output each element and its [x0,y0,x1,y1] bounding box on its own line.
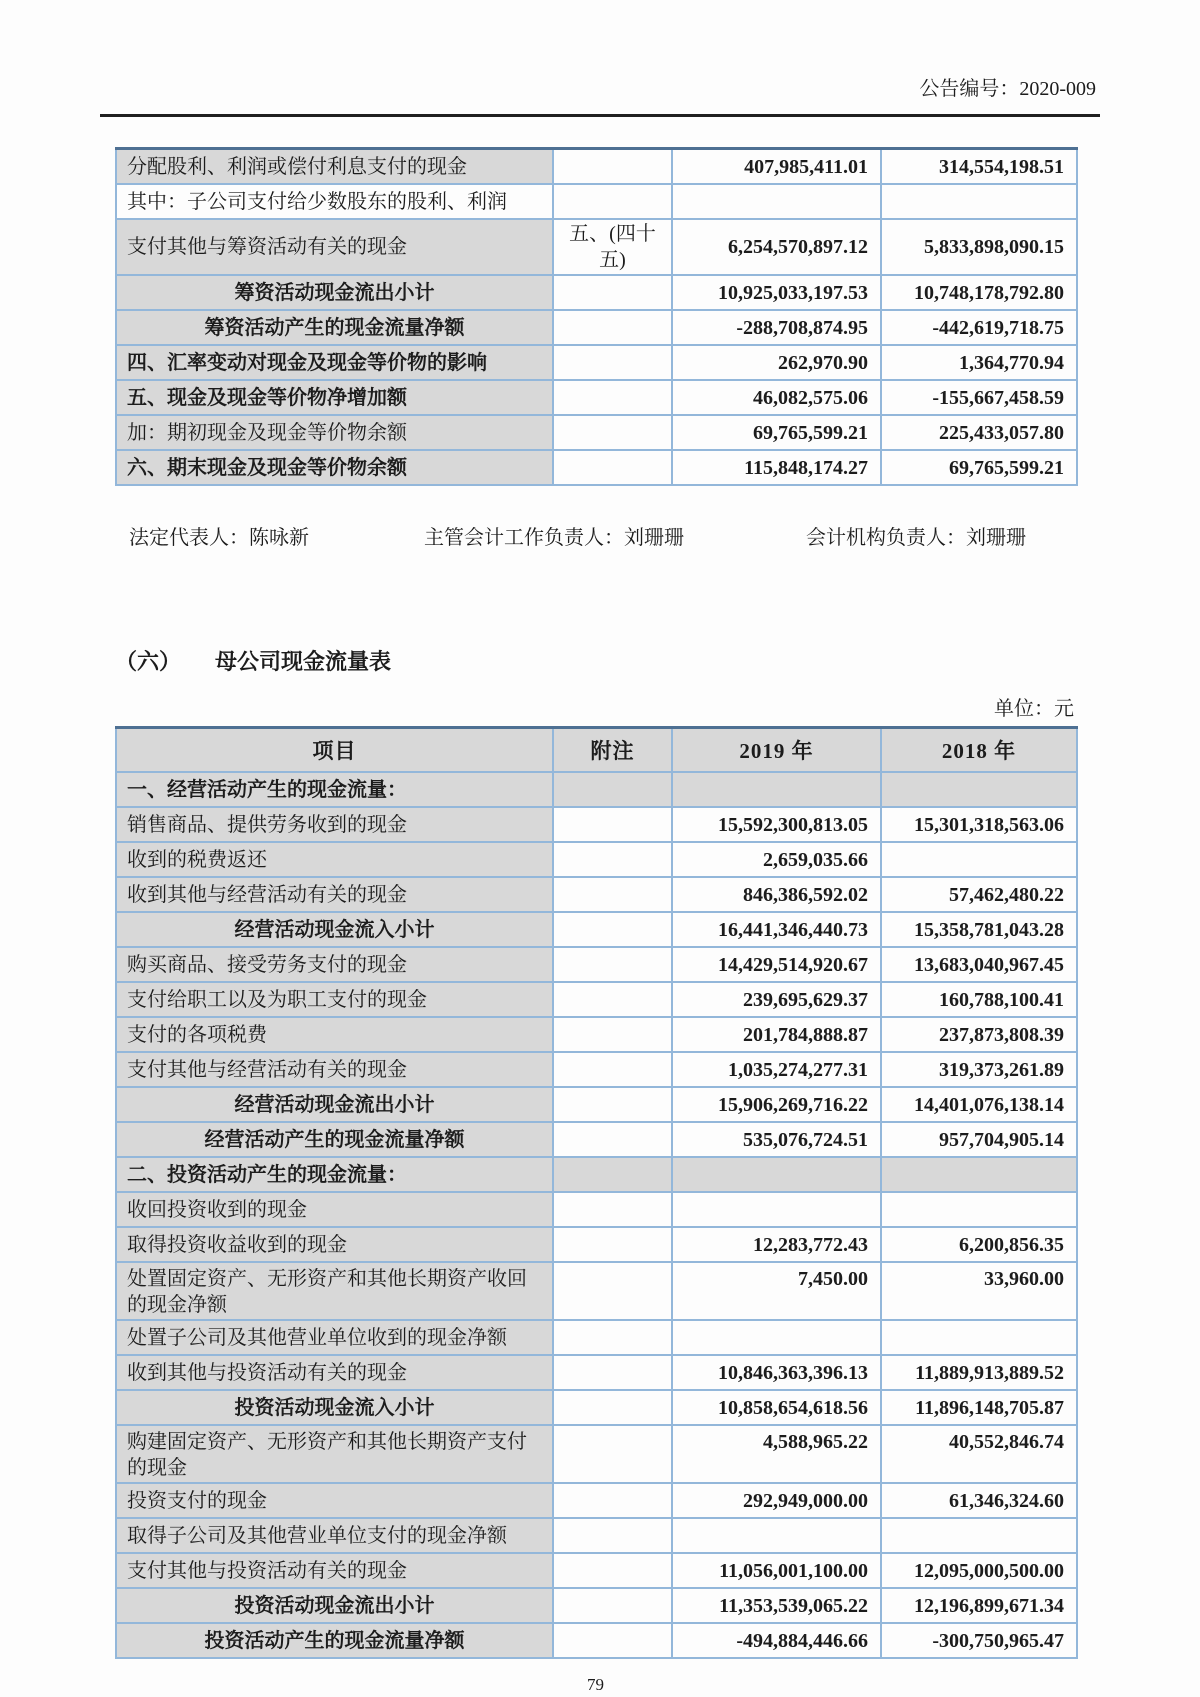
row-value-2019-cell: 4,588,965.22 [672,1425,881,1483]
row-value-2019-cell: 15,906,269,716.22 [672,1087,881,1122]
table-row [116,275,1077,310]
row-value-2019-cell [672,184,881,219]
row-label-cell: 加：期初现金及现金等价物余额 [116,415,553,450]
row-note-cell [553,1425,672,1483]
row-value-2018-cell [881,842,1077,877]
row-value-2018-cell: 12,095,000,500.00 [881,1553,1077,1588]
table-row [116,1087,1077,1122]
row-value-2019-cell: 14,429,514,920.67 [672,947,881,982]
row-label-cell: 支付其他与投资活动有关的现金 [116,1553,553,1588]
row-value-2019-cell: 407,985,411.01 [672,149,881,185]
table-header-row [116,728,1077,773]
page-number: 79 [587,1675,604,1694]
row-label-cell: 购建固定资产、无形资产和其他长期资产支付的现金 [116,1425,553,1483]
row-value-2018-cell: 5,833,898,090.15 [881,219,1077,275]
row-note-cell [553,184,672,219]
row-label-cell: 其中：子公司支付给少数股东的股利、利润 [116,184,553,219]
row-label-cell: 投资活动产生的现金流量净额 [116,1623,553,1658]
row-value-2018-cell: 11,889,913,889.52 [881,1355,1077,1390]
table-row [116,1192,1077,1227]
table-row [116,415,1077,450]
row-note-cell [553,1483,672,1518]
row-value-2018-cell: 957,704,905.14 [881,1122,1077,1157]
table-row [116,1052,1077,1087]
row-value-2018-cell: -300,750,965.47 [881,1623,1077,1658]
row-label-cell: 收到其他与经营活动有关的现金 [116,877,553,912]
row-value-2018-cell [881,772,1077,807]
row-value-2018-cell: 11,896,148,705.87 [881,1390,1077,1425]
table-row [116,842,1077,877]
row-note-cell [553,1588,672,1623]
row-note-cell [553,807,672,842]
table-row [116,1483,1077,1518]
row-label-cell: 经营活动产生的现金流量净额 [116,1122,553,1157]
row-note-cell [553,1052,672,1087]
row-label-cell: 经营活动现金流出小计 [116,1087,553,1122]
row-value-2019-cell [672,1157,881,1192]
row-note-cell [553,1227,672,1262]
row-value-2019-cell: 12,283,772.43 [672,1227,881,1262]
row-note-cell [553,1017,672,1052]
row-note-cell [553,1122,672,1157]
signatory-accounting-head: 会计机构负责人：刘珊珊 [806,527,1026,549]
row-label-cell: 支付的各项税费 [116,1017,553,1052]
row-note-cell [553,1390,672,1425]
doc-number: 公告编号：2020-009 [919,78,1096,100]
table-row [116,1320,1077,1355]
row-label-cell: 投资活动现金流入小计 [116,1390,553,1425]
row-value-2018-cell [881,184,1077,219]
signatory-legal-representative: 法定代表人：陈咏新 [129,527,309,549]
table-row [116,184,1077,219]
row-value-2018-cell: 319,373,261.89 [881,1052,1077,1087]
row-value-2018-cell [881,1157,1077,1192]
table-row [116,149,1077,185]
row-note-cell [553,1355,672,1390]
table-row [116,877,1077,912]
table-row [116,1553,1077,1588]
row-value-2019-cell: 10,925,033,197.53 [672,275,881,310]
row-value-2019-cell: 115,848,174.27 [672,450,881,485]
table-row [116,219,1077,275]
row-value-2018-cell: 237,873,808.39 [881,1017,1077,1052]
row-note-cell [553,1157,672,1192]
row-value-2019-cell: 11,353,539,065.22 [672,1588,881,1623]
row-value-2018-cell: 160,788,100.41 [881,982,1077,1017]
row-note-cell [553,275,672,310]
header-divider [100,114,1100,117]
row-label-cell: 一、经营活动产生的现金流量： [116,772,553,807]
row-label-cell: 六、期末现金及现金等价物余额 [116,450,553,485]
unit-label: 单位：元 [994,698,1074,720]
row-label-cell: 收回投资收到的现金 [116,1192,553,1227]
row-value-2018-cell: 314,554,198.51 [881,149,1077,185]
row-value-2018-cell: 40,552,846.74 [881,1425,1077,1483]
row-value-2019-cell [672,1320,881,1355]
row-label-cell: 四、汇率变动对现金及现金等价物的影响 [116,345,553,380]
row-value-2018-cell: 33,960.00 [881,1262,1077,1320]
table-row [116,1588,1077,1623]
row-label-cell: 收到的税费返还 [116,842,553,877]
row-label-cell: 支付给职工以及为职工支付的现金 [116,982,553,1017]
row-note-cell [553,947,672,982]
row-label-cell: 销售商品、提供劳务收到的现金 [116,807,553,842]
table-row [116,1227,1077,1262]
row-note-cell [553,415,672,450]
table-row [116,450,1077,485]
table-row [116,912,1077,947]
row-value-2018-cell: 1,364,770.94 [881,345,1077,380]
row-note-cell [553,380,672,415]
row-value-2018-cell: 14,401,076,138.14 [881,1087,1077,1122]
column-header-2019: 2019 年 [672,728,881,773]
table-row [116,1122,1077,1157]
row-value-2019-cell: -494,884,446.66 [672,1623,881,1658]
row-value-2019-cell: 201,784,888.87 [672,1017,881,1052]
row-value-2018-cell: 12,196,899,671.34 [881,1588,1077,1623]
row-value-2018-cell [881,1192,1077,1227]
table-row [116,947,1077,982]
row-value-2019-cell [672,1192,881,1227]
row-value-2019-cell: 846,386,592.02 [672,877,881,912]
row-value-2019-cell: 292,949,000.00 [672,1483,881,1518]
table-row [116,1017,1077,1052]
row-value-2019-cell: 10,858,654,618.56 [672,1390,881,1425]
row-value-2019-cell: 262,970.90 [672,345,881,380]
row-label-cell: 筹资活动现金流出小计 [116,275,553,310]
table-row [116,1262,1077,1320]
row-value-2018-cell [881,1518,1077,1553]
row-value-2018-cell: 61,346,324.60 [881,1483,1077,1518]
row-note-cell [553,1192,672,1227]
table-row [116,1157,1077,1192]
row-value-2019-cell: 6,254,570,897.12 [672,219,881,275]
row-note-cell [553,450,672,485]
row-value-2018-cell: -442,619,718.75 [881,310,1077,345]
row-note-cell: 五、(四十五) [553,219,672,275]
row-label-cell: 五、现金及现金等价物净增加额 [116,380,553,415]
row-label-cell: 处置子公司及其他营业单位收到的现金净额 [116,1320,553,1355]
row-note-cell [553,772,672,807]
row-note-cell [553,149,672,185]
row-label-cell: 支付其他与筹资活动有关的现金 [116,219,553,275]
table-row [116,982,1077,1017]
row-label-cell: 投资支付的现金 [116,1483,553,1518]
column-header-2018: 2018 年 [881,728,1077,773]
parent-company-cashflow-table [115,726,1078,1659]
row-value-2019-cell: 1,035,274,277.31 [672,1052,881,1087]
table-row [116,1390,1077,1425]
table-row [116,1425,1077,1483]
column-header-note: 附注 [553,728,672,773]
row-label-cell: 取得子公司及其他营业单位支付的现金净额 [116,1518,553,1553]
row-note-cell [553,912,672,947]
row-note-cell [553,1320,672,1355]
table-row [116,310,1077,345]
row-label-cell: 经营活动现金流入小计 [116,912,553,947]
row-label-cell: 投资活动现金流出小计 [116,1588,553,1623]
row-label-cell: 购买商品、接受劳务支付的现金 [116,947,553,982]
row-note-cell [553,982,672,1017]
row-value-2019-cell: 46,082,575.06 [672,380,881,415]
row-note-cell [553,842,672,877]
doc-header [0,0,1200,101]
row-value-2019-cell: 15,592,300,813.05 [672,807,881,842]
signatory-chief-accountant: 主管会计工作负责人：刘珊珊 [424,527,684,549]
row-label-cell: 二、投资活动产生的现金流量： [116,1157,553,1192]
table-row [116,1355,1077,1390]
row-value-2019-cell: -288,708,874.95 [672,310,881,345]
row-label-cell: 取得投资收益收到的现金 [116,1227,553,1262]
row-label-cell: 分配股利、利润或偿付利息支付的现金 [116,149,553,185]
row-value-2019-cell [672,772,881,807]
table-row [116,1518,1077,1553]
column-header-item: 项目 [116,728,553,773]
table-row [116,772,1077,807]
row-value-2019-cell: 2,659,035.66 [672,842,881,877]
row-note-cell [553,310,672,345]
row-value-2019-cell: 11,056,001,100.00 [672,1553,881,1588]
row-value-2018-cell: 15,301,318,563.06 [881,807,1077,842]
row-value-2019-cell: 10,846,363,396.13 [672,1355,881,1390]
row-value-2018-cell: 57,462,480.22 [881,877,1077,912]
row-note-cell [553,1623,672,1658]
section-title [115,645,1076,676]
row-label-cell: 收到其他与投资活动有关的现金 [116,1355,553,1390]
table-row [116,807,1077,842]
table-row [116,345,1077,380]
row-note-cell [553,1262,672,1320]
section-number: （六） [115,649,182,674]
row-value-2018-cell [881,1320,1077,1355]
row-value-2018-cell: -155,667,458.59 [881,380,1077,415]
row-value-2018-cell: 225,433,057.80 [881,415,1077,450]
row-note-cell [553,877,672,912]
financing-activities-cashflow-table [115,147,1078,486]
table-row [116,1623,1077,1658]
row-value-2019-cell: 239,695,629.37 [672,982,881,1017]
row-note-cell [553,345,672,380]
row-value-2018-cell: 6,200,856.35 [881,1227,1077,1262]
table-row [116,380,1077,415]
row-value-2019-cell: 16,441,346,440.73 [672,912,881,947]
row-value-2019-cell: 535,076,724.51 [672,1122,881,1157]
row-value-2019-cell: 69,765,599.21 [672,415,881,450]
row-value-2019-cell: 7,450.00 [672,1262,881,1320]
row-value-2018-cell: 69,765,599.21 [881,450,1077,485]
row-label-cell: 处置固定资产、无形资产和其他长期资产收回的现金净额 [116,1262,553,1320]
row-value-2019-cell [672,1518,881,1553]
row-value-2018-cell: 10,748,178,792.80 [881,275,1077,310]
section-title-text: 母公司现金流量表 [215,649,392,674]
row-value-2018-cell: 13,683,040,967.45 [881,947,1077,982]
row-value-2018-cell: 15,358,781,043.28 [881,912,1077,947]
row-label-cell: 支付其他与经营活动有关的现金 [116,1052,553,1087]
row-note-cell [553,1087,672,1122]
row-note-cell [553,1553,672,1588]
row-label-cell: 筹资活动产生的现金流量净额 [116,310,553,345]
signatories [115,521,1076,549]
row-note-cell [553,1518,672,1553]
